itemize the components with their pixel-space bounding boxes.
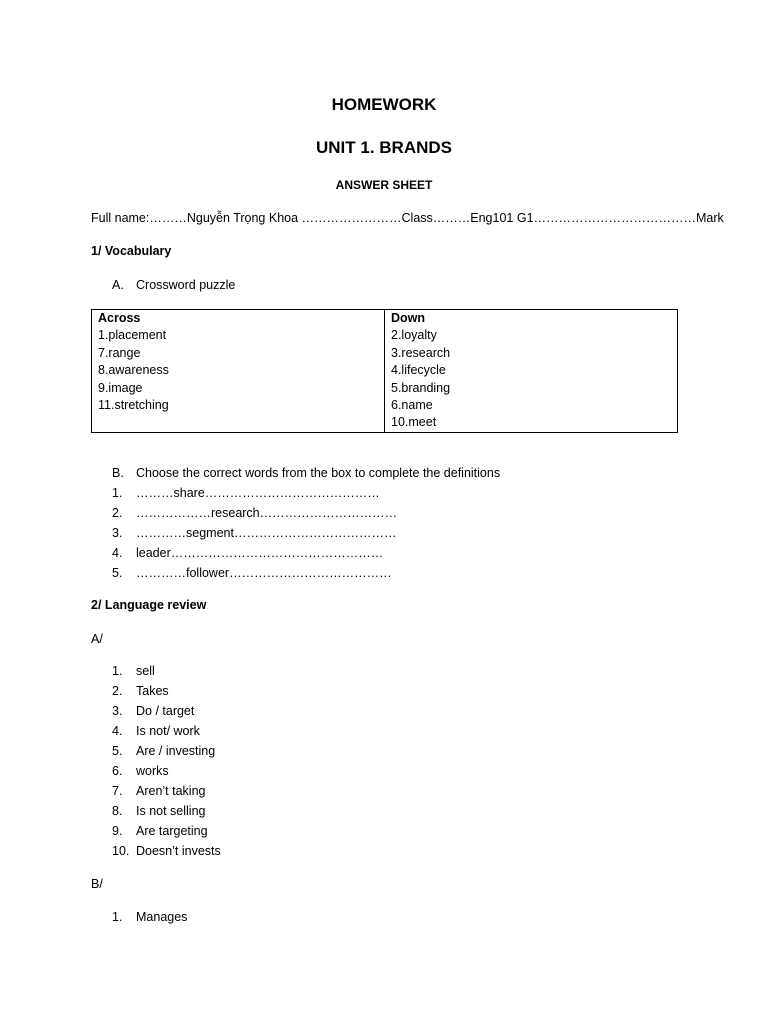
unit-title: UNIT 1. BRANDS	[315, 138, 452, 157]
list-item-number: 4.	[112, 546, 123, 560]
list-item-number: 8.	[112, 804, 123, 818]
language-answer: Do / target	[136, 704, 195, 718]
language-answer: Is not/ work	[136, 724, 200, 738]
section-vocabulary-heading: 1/ Vocabulary	[91, 244, 172, 258]
definition-answer: …………segment…………………………………	[136, 526, 397, 540]
language-answer: Aren’t taking	[136, 784, 206, 798]
list-item-number: 5.	[112, 566, 123, 580]
across-answer: 9.image	[98, 380, 143, 395]
across-answer: 11.stretching	[98, 398, 169, 413]
student-info-line: Full name:………Nguyễn Trọng Khoa ……………………Class………Eng101 G1…………………………………Mark	[91, 211, 724, 225]
part-a-label: Crossword puzzle	[136, 278, 236, 292]
list-item-number: 9.	[112, 824, 123, 838]
language-answer: Manages	[136, 910, 188, 924]
definition-answer: ………share……………………………………	[136, 486, 380, 500]
across-answer: 7.range	[98, 345, 141, 360]
down-header: Down	[391, 311, 426, 325]
document-title: HOMEWORK	[331, 95, 437, 114]
part-a-marker: A.	[112, 278, 124, 292]
list-item-number: 1.	[112, 664, 123, 678]
definition-answer: leader……………………………………………	[136, 546, 384, 560]
part-b-heading: B/	[91, 877, 103, 891]
down-answer: 3.research	[391, 345, 451, 360]
down-answer: 6.name	[391, 398, 433, 413]
list-item-number: 4.	[112, 724, 123, 738]
language-answer: Are targeting	[136, 824, 208, 838]
down-answer: 4.lifecycle	[391, 363, 446, 378]
across-header: Across	[98, 311, 141, 325]
list-item-number: 3.	[112, 526, 123, 540]
list-item-number: 2.	[112, 684, 123, 698]
language-answer: Is not selling	[136, 804, 206, 818]
answer-sheet-heading: ANSWER SHEET	[335, 178, 433, 192]
definition-answer: …………follower…………………………………	[136, 566, 392, 580]
list-item-number: 1.	[112, 910, 123, 924]
list-item-number: 10.	[112, 844, 130, 858]
language-answer: Are / investing	[136, 744, 216, 758]
list-item-number: 2.	[112, 506, 123, 520]
down-answer: 5.branding	[391, 380, 451, 395]
list-item-number: 1.	[112, 486, 123, 500]
part-a-heading: A/	[91, 632, 103, 646]
section-language-review-heading: 2/ Language review	[91, 598, 207, 612]
language-answer: works	[136, 764, 169, 778]
across-answer: 1.placement	[98, 328, 167, 343]
crossword-answer-table	[91, 309, 678, 433]
list-item-number: 6.	[112, 764, 123, 778]
part-b-marker: B.	[112, 466, 124, 480]
list-item-number: 7.	[112, 784, 123, 798]
down-answer: 10.meet	[391, 415, 437, 430]
across-column	[92, 310, 385, 433]
list-item-number: 3.	[112, 704, 123, 718]
language-answer: Takes	[136, 684, 169, 698]
down-answer: 2.loyalty	[391, 328, 437, 343]
across-answer: 8.awareness	[98, 363, 169, 378]
language-answer: Doesn’t invests	[136, 844, 221, 858]
language-answer: sell	[136, 664, 155, 678]
down-column	[385, 310, 678, 433]
definition-answer: ………………research……………………………	[136, 506, 398, 520]
part-b-label: Choose the correct words from the box to complete the definitions	[136, 466, 501, 480]
list-item-number: 5.	[112, 744, 123, 758]
